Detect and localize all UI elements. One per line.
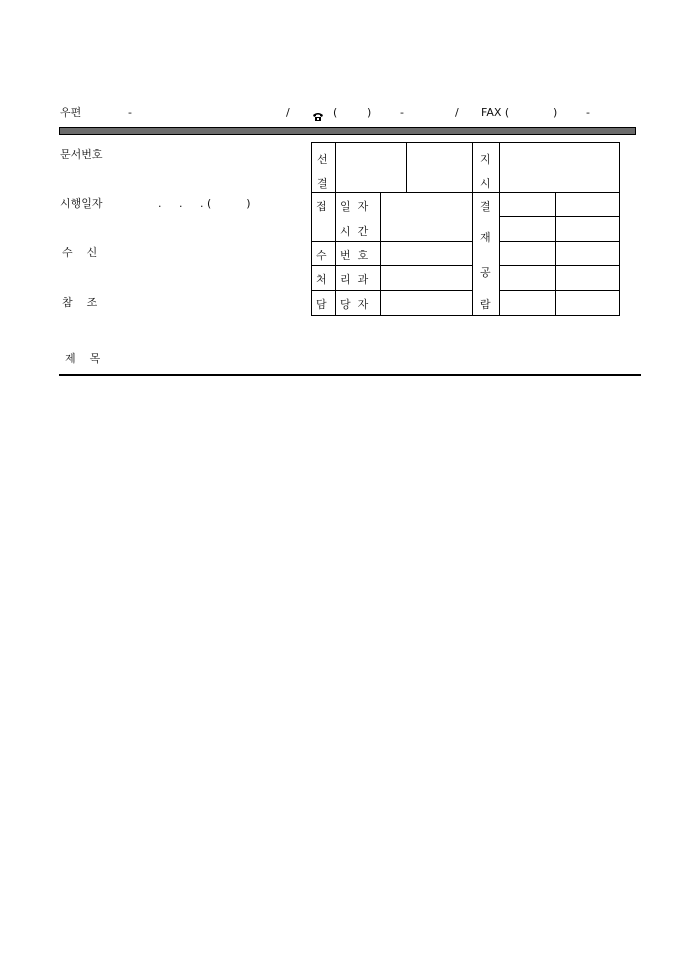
dept-cheo-label: 처 xyxy=(316,273,327,286)
table-line xyxy=(311,241,472,242)
receipt-su-label: 수 xyxy=(316,249,327,262)
phone-icon xyxy=(312,107,324,117)
share-ram-label: 람 xyxy=(480,298,491,311)
separator-slash: / xyxy=(286,106,290,119)
manager-label: 당 자 xyxy=(340,298,369,311)
table-line xyxy=(406,142,407,192)
table-line xyxy=(499,241,620,242)
table-line xyxy=(311,192,620,193)
approval-gyeol-label: 결 xyxy=(317,177,328,190)
time-label: 시 간 xyxy=(340,225,369,238)
fax-paren-close: ) xyxy=(553,106,558,119)
exec-date-label: 시행일자 xyxy=(60,197,103,210)
subject-underline xyxy=(59,374,641,376)
approve-jae-label: 재 xyxy=(480,231,491,244)
manager-dam-label: 담 xyxy=(316,298,327,311)
phone-paren-close: ) xyxy=(367,106,372,119)
number-label: 번 호 xyxy=(340,249,369,262)
subject-label: 제 목 xyxy=(65,352,101,365)
fax-label: FAX ( xyxy=(481,106,510,119)
phone-paren-open: ( xyxy=(333,106,338,119)
reference-label: 참 조 xyxy=(62,296,98,309)
postal-dash: - xyxy=(128,106,132,119)
dept-label: 리 과 xyxy=(340,273,369,286)
table-line xyxy=(472,142,473,316)
separator-slash: / xyxy=(455,106,459,119)
table-line xyxy=(555,192,556,316)
table-line xyxy=(499,265,620,266)
doc-number-label: 문서번호 xyxy=(60,148,103,161)
approve-gyeol-label: 결 xyxy=(480,200,491,213)
table-line xyxy=(499,290,620,291)
table-line xyxy=(311,265,472,266)
receipt-jeop-label: 접 xyxy=(316,200,327,213)
phone-dash: - xyxy=(400,106,404,119)
header-divider-bar xyxy=(59,127,636,135)
exec-date-value: . . . ( ) xyxy=(158,197,251,210)
table-line xyxy=(499,216,620,217)
date-label: 일 자 xyxy=(340,200,369,213)
recipient-label: 수 신 xyxy=(62,246,98,259)
postal-label: 우편 xyxy=(60,106,82,119)
table-line xyxy=(311,290,472,291)
instruction-si-label: 시 xyxy=(480,177,491,190)
approval-seon-label: 선 xyxy=(317,153,328,166)
fax-dash: - xyxy=(586,106,590,119)
table-line xyxy=(380,192,381,316)
share-gong-label: 공 xyxy=(480,266,491,279)
instruction-ji-label: 지 xyxy=(480,153,491,166)
